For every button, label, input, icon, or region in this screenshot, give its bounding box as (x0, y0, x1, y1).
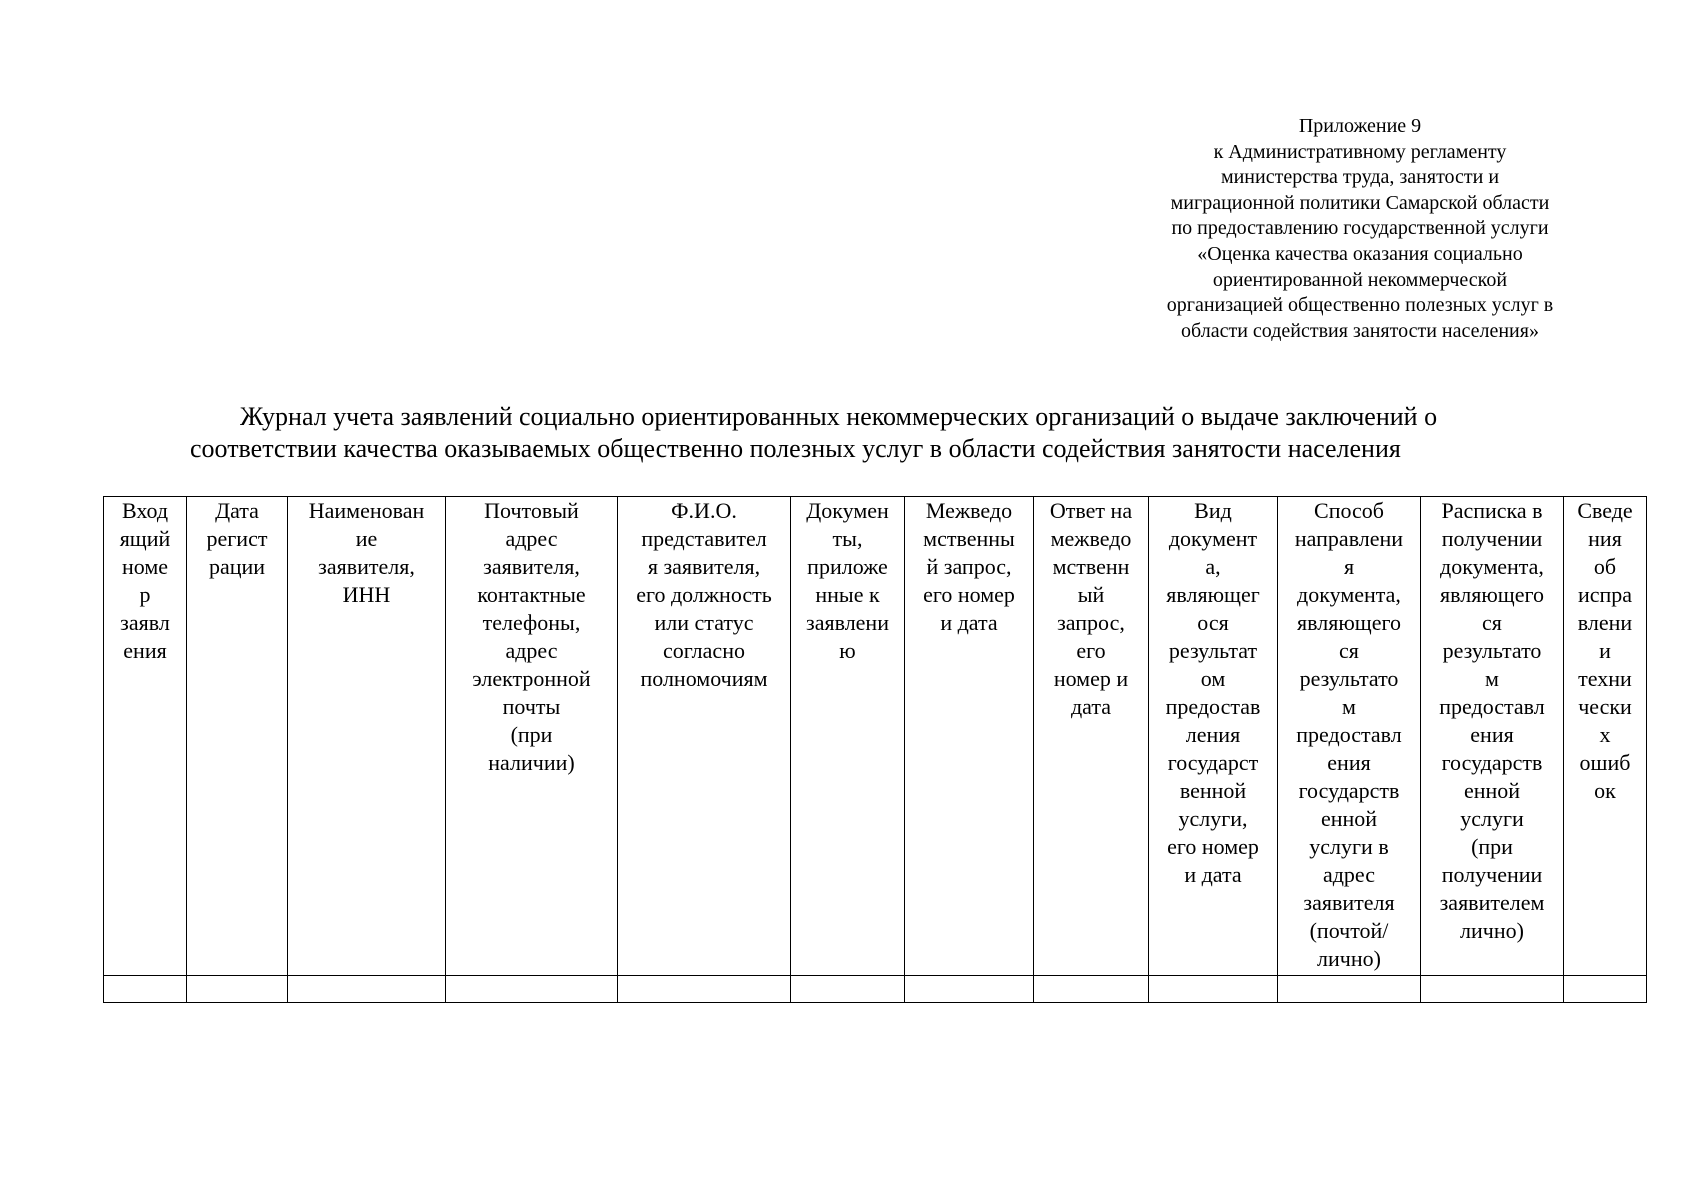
table-cell (905, 976, 1034, 1003)
column-header-incoming-number: Вход ящий номе р заявл ения (104, 497, 187, 976)
document-title-line-1: Журнал учета заявлений социально ориентированных некоммерческих организаций о выдаче заключений о (240, 402, 1438, 431)
appendix-line: «Оценка качества оказания социально (1197, 242, 1523, 265)
column-header-result-document: Вид документ а, являющег ося результат ом предостав ления государст венной услуги, его номер и дата (1149, 497, 1278, 976)
column-header-receipt: Расписка в получении документа, являющего ся результато м предоставл ения государств енной услуги (при получении заявителем лично) (1421, 497, 1564, 976)
table-cell (1564, 976, 1647, 1003)
column-header-applicant-name: Наименован ие заявителя, ИНН (288, 497, 446, 976)
appendix-header (1110, 114, 1610, 344)
table-cell (1278, 976, 1421, 1003)
table-row (104, 976, 1647, 1003)
table-cell (187, 976, 288, 1003)
table-cell (791, 976, 905, 1003)
column-header-postal-address: Почтовый адрес заявителя, контактные телефоны, адрес электронной почты (при наличии) (446, 497, 618, 976)
column-header-error-corrections: Сведе ния об испра влени и техни чески х ошиб ок (1564, 497, 1647, 976)
appendix-line: к Административному регламенту (1213, 140, 1507, 163)
journal-table (103, 496, 1647, 1003)
appendix-line: министерства труда, занятости и (1220, 166, 1500, 189)
appendix-line: по предоставлению государственной услуги (1171, 217, 1549, 240)
column-header-registration-date: Дата регист рации (187, 497, 288, 976)
table-header-row (104, 497, 1647, 976)
document-title (190, 401, 1590, 465)
appendix-line: ориентированной некоммерческой (1212, 268, 1508, 291)
table-cell (104, 976, 187, 1003)
table-cell (288, 976, 446, 1003)
column-header-documents: Докумен ты, приложе нные к заявлени ю (791, 497, 905, 976)
column-header-delivery-method: Способ направлени я документа, являющего ся результато м предоставл ения государств енной услуги в адрес заявителя (почтой/ лично) (1278, 497, 1421, 976)
table-cell (446, 976, 618, 1003)
column-header-representative: Ф.И.О. представител я заявителя, его должность или статус согласно полномочиям (618, 497, 791, 976)
table-cell (1034, 976, 1149, 1003)
column-header-interagency-request: Межведо мственны й запрос, его номер и дата (905, 497, 1034, 976)
appendix-line: области содействия занятости населения» (1181, 319, 1539, 342)
appendix-line: организацией общественно полезных услуг в (1166, 294, 1554, 317)
table-cell (1149, 976, 1278, 1003)
appendix-line: Приложение 9 (1298, 115, 1422, 137)
table-cell (1421, 976, 1564, 1003)
appendix-line: миграционной политики Самарской области (1170, 191, 1550, 214)
document-title-line-2: соответствии качества оказываемых общественно полезных услуг в области содействия занятости населения (190, 434, 1401, 463)
column-header-interagency-response: Ответ на межведо мственн ый запрос, его номер и дата (1034, 497, 1149, 976)
table-cell (618, 976, 791, 1003)
